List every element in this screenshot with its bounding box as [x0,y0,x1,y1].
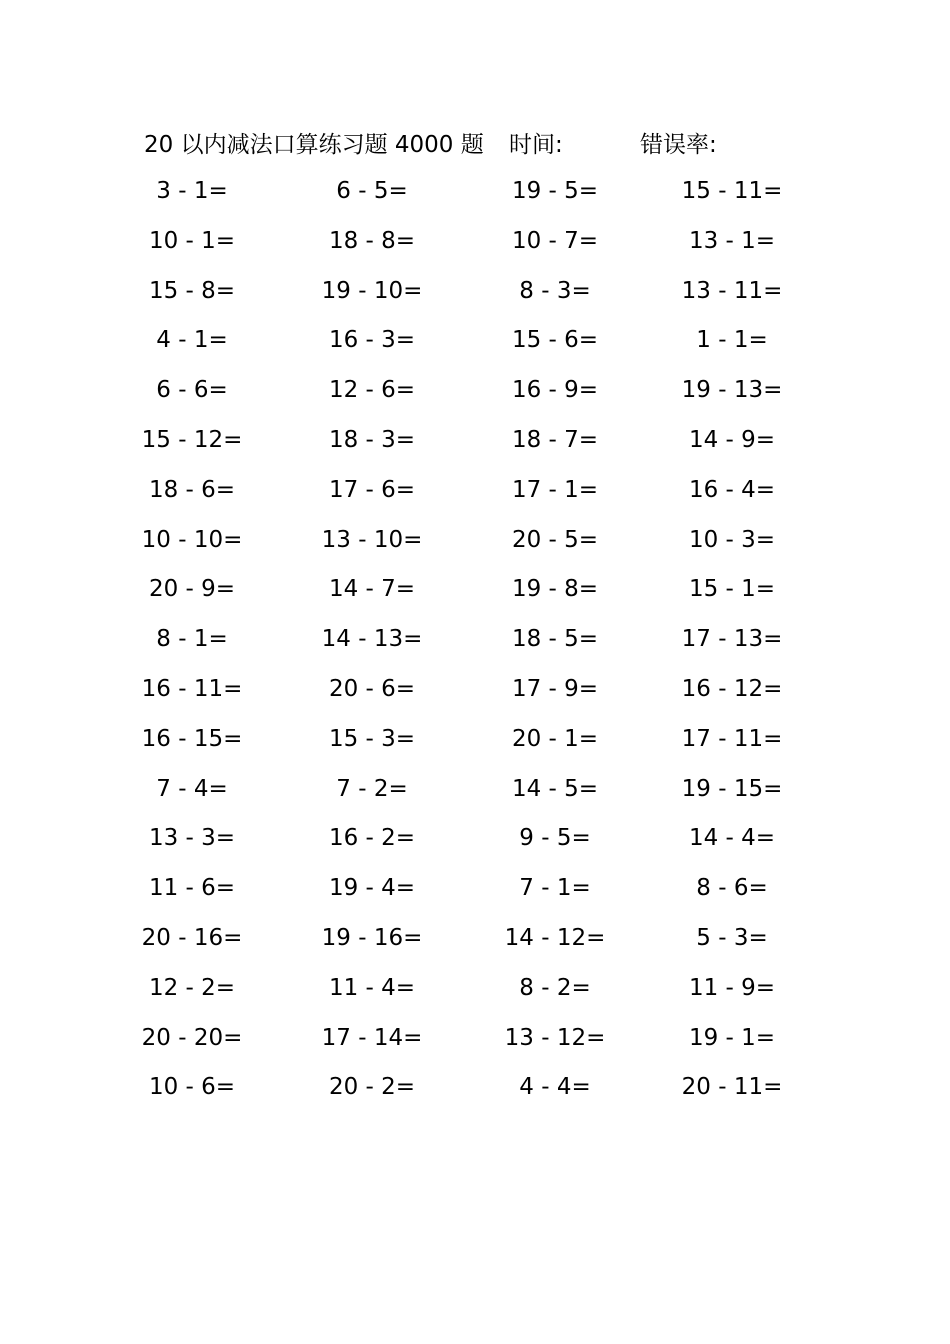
subtraction-problem: 4 - 4= [519,1074,591,1101]
time-label: 时间: [509,132,563,158]
subtraction-problem: 13 - 3= [148,825,236,852]
subtraction-problem: 18 - 5= [511,626,599,653]
subtraction-problem: 19 - 8= [511,576,599,603]
subtraction-problem: 4 - 1= [156,327,228,354]
subtraction-problem: 9 - 5= [519,825,591,852]
subtraction-problem: 13 - 1= [688,227,776,254]
problem-row [0,222,950,272]
problem-row [0,670,950,720]
subtraction-problem: 16 - 15= [141,725,243,752]
subtraction-problem: 14 - 7= [328,576,416,603]
subtraction-problem: 15 - 1= [688,576,776,603]
subtraction-problem: 17 - 13= [681,626,783,653]
subtraction-problem: 19 - 10= [321,277,423,304]
subtraction-problem: 13 - 12= [504,1024,606,1051]
subtraction-problem: 20 - 1= [511,725,599,752]
subtraction-problem: 14 - 9= [688,426,776,453]
problem-row [0,770,950,820]
subtraction-problem: 5 - 3= [696,924,768,951]
subtraction-problem: 16 - 11= [141,675,243,702]
problem-row [0,421,950,471]
subtraction-problem: 6 - 6= [156,377,228,404]
subtraction-problem: 12 - 2= [148,974,236,1001]
problem-row [0,919,950,969]
subtraction-problem: 19 - 1= [688,1024,776,1051]
error-rate-label: 错误率: [640,132,717,158]
problem-row [0,969,950,1019]
subtraction-problem: 12 - 6= [328,377,416,404]
problem-row [0,720,950,770]
subtraction-problem: 19 - 5= [511,178,599,204]
subtraction-problem: 6 - 5= [336,178,408,204]
worksheet-header [0,126,950,160]
problem-row [0,321,950,371]
subtraction-problem: 17 - 6= [328,476,416,503]
subtraction-problem: 16 - 9= [511,377,599,404]
subtraction-problem: 8 - 2= [519,974,591,1001]
subtraction-problem: 19 - 4= [328,875,416,902]
subtraction-problem: 15 - 6= [511,327,599,354]
subtraction-problem: 10 - 10= [141,526,243,553]
subtraction-problem: 15 - 11= [681,178,783,204]
subtraction-problem: 14 - 12= [504,924,606,951]
subtraction-problem: 17 - 14= [321,1024,423,1051]
subtraction-problem: 20 - 20= [141,1024,243,1051]
subtraction-problem: 19 - 15= [681,775,783,802]
subtraction-problem: 11 - 4= [328,974,416,1001]
subtraction-problem: 20 - 5= [511,526,599,553]
subtraction-problem: 16 - 4= [688,476,776,503]
subtraction-problem: 11 - 9= [688,974,776,1001]
subtraction-problem: 20 - 2= [328,1074,416,1101]
problem-row [0,570,950,620]
subtraction-problem: 20 - 6= [328,675,416,702]
problem-row [0,869,950,919]
subtraction-problem: 7 - 2= [336,775,408,802]
subtraction-problem: 14 - 4= [688,825,776,852]
subtraction-problem: 8 - 1= [156,626,228,653]
subtraction-problem: 10 - 7= [511,227,599,254]
subtraction-problem: 17 - 1= [511,476,599,503]
subtraction-problem: 7 - 1= [519,875,591,902]
subtraction-problem: 14 - 13= [321,626,423,653]
subtraction-problem: 10 - 3= [688,526,776,553]
subtraction-problem: 1 - 1= [696,327,768,354]
subtraction-problem: 11 - 6= [148,875,236,902]
subtraction-problem: 20 - 11= [681,1074,783,1101]
subtraction-problem: 3 - 1= [156,178,228,204]
subtraction-problem: 10 - 1= [148,227,236,254]
subtraction-problem: 15 - 12= [141,426,243,453]
subtraction-problem: 16 - 12= [681,675,783,702]
subtraction-problem: 16 - 3= [328,327,416,354]
subtraction-problem: 8 - 3= [519,277,591,304]
subtraction-problem: 20 - 9= [148,576,236,603]
subtraction-problem: 18 - 6= [148,476,236,503]
subtraction-problem: 19 - 13= [681,377,783,404]
subtraction-problem: 17 - 11= [681,725,783,752]
subtraction-problem: 15 - 3= [328,725,416,752]
problem-row [0,172,950,222]
subtraction-problem: 18 - 8= [328,227,416,254]
problem-row [0,819,950,869]
subtraction-problem: 18 - 7= [511,426,599,453]
problem-grid [0,172,950,1118]
problem-row [0,371,950,421]
problem-row [0,620,950,670]
subtraction-problem: 13 - 10= [321,526,423,553]
subtraction-problem: 15 - 8= [148,277,236,304]
subtraction-problem: 19 - 16= [321,924,423,951]
subtraction-problem: 7 - 4= [156,775,228,802]
subtraction-problem: 18 - 3= [328,426,416,453]
subtraction-problem: 20 - 16= [141,924,243,951]
problem-row [0,272,950,322]
problem-row [0,471,950,521]
worksheet-title: 20 以内减法口算练习题 4000 题 [144,132,484,158]
problem-row [0,1068,950,1118]
subtraction-problem: 17 - 9= [511,675,599,702]
subtraction-problem: 8 - 6= [696,875,768,902]
subtraction-problem: 10 - 6= [148,1074,236,1101]
problem-row [0,1019,950,1069]
subtraction-problem: 13 - 11= [681,277,783,304]
subtraction-problem: 16 - 2= [328,825,416,852]
subtraction-problem: 14 - 5= [511,775,599,802]
problem-row [0,521,950,571]
